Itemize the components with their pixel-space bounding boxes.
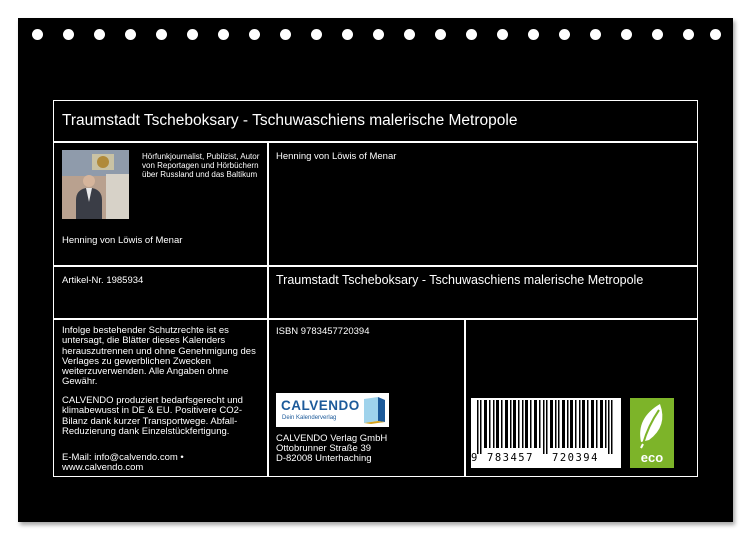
barcode-digits (471, 452, 621, 468)
binding-hole (435, 29, 446, 40)
binding-hole (621, 29, 632, 40)
eco-production-text: CALVENDO produziert bedarfsgerecht und klimabewusst in DE & EU. Positivere CO2-Bilanz dank kurzer Transportwege. Abfall-Reduzierung dank Einzelstückfertigung. (62, 395, 243, 437)
author-bio: Hörfunkjournalist, Publizist, Autor von Reportagen und Hörbüchern über Russland und das Baltikum (142, 152, 260, 179)
binding-hole (590, 29, 601, 40)
calendar-title: Traumstadt Tscheboksary - Tschuwaschiens malerische Metropole (62, 112, 518, 129)
calvendo-logo-tagline: Dein Kalenderverlag (282, 415, 337, 421)
publisher-city: D-82008 Unterhaching (276, 453, 372, 464)
binding-hole (373, 29, 384, 40)
contact-info: E-Mail: info@calvendo.com • www.calvendo.com (62, 452, 184, 474)
calendar-subtitle: Traumstadt Tscheboksary - Tschuwaschiens malerische Metropole (276, 273, 644, 287)
leaf-icon (630, 398, 674, 450)
binding-hole (342, 29, 353, 40)
binding-hole (249, 29, 260, 40)
binding-hole (404, 29, 415, 40)
legal-notice: Infolge bestehender Schutzrechte ist es untersagt, die Blätter dieses Kalenders herauszutrennen und ohne Genehmigung des Verlages zu gewerblichen Zwecken weiterzuverwenden. Alle Angaben ohne Gewähr. (62, 325, 256, 388)
binding-hole (466, 29, 477, 40)
publisher-street: Ottobrunner Straße 39 (276, 443, 372, 454)
binding-hole (94, 29, 105, 40)
barcode-digits-left: 783457 (487, 452, 534, 464)
binding-hole (497, 29, 508, 40)
author-name: Henning von Löwis of Menar (62, 235, 183, 246)
binding-hole (652, 29, 663, 40)
barcode-digit-first: 9 (471, 452, 478, 464)
photographer-name: Henning von Löwis of Menar (276, 151, 397, 162)
binding-hole (218, 29, 229, 40)
barcode-digits-right: 720394 (552, 452, 599, 464)
binding-hole (63, 29, 74, 40)
binding-hole (156, 29, 167, 40)
article-number-box (53, 265, 269, 320)
calvendo-logo-wordmark: CALVENDO (281, 398, 360, 413)
eco-badge (630, 398, 674, 468)
binding-hole (280, 29, 291, 40)
binding-hole (559, 29, 570, 40)
publisher-name: CALVENDO Verlag GmbH (276, 433, 388, 444)
binding-hole (32, 29, 43, 40)
eco-label: eco (640, 450, 664, 465)
isbn-barcode (471, 398, 621, 468)
binding-hole (311, 29, 322, 40)
binding-hole (710, 29, 721, 40)
binding-hole (528, 29, 539, 40)
isbn: ISBN 9783457720394 (276, 326, 370, 337)
article-number: Artikel-Nr. 1985934 (62, 275, 144, 286)
calendar-page-icon (362, 396, 387, 424)
binding-hole (187, 29, 198, 40)
binding-holes (0, 0, 750, 40)
author-photo (62, 150, 129, 219)
calvendo-logo (276, 393, 389, 427)
barcode-bars (471, 398, 621, 454)
binding-hole (683, 29, 694, 40)
binding-hole (125, 29, 136, 40)
author-photo-image (62, 150, 129, 219)
